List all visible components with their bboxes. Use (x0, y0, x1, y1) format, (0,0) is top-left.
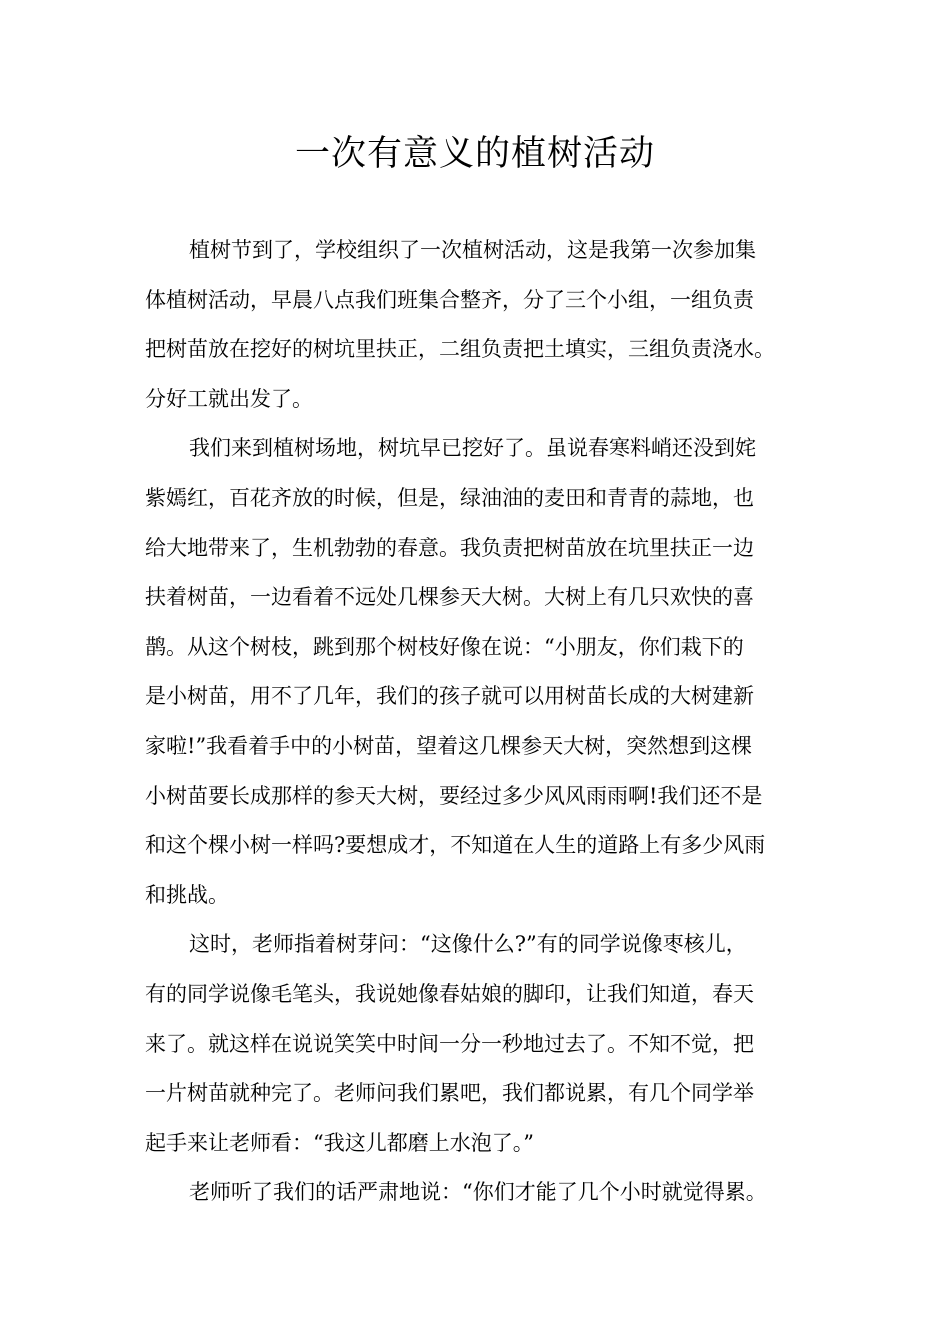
text-line: 家啦!”我看着手中的小树苗，望着这几棵参天大树，突然想到这棵 (145, 733, 753, 758)
page-title: 一次有意义的植树活动 (294, 134, 655, 174)
text-line: 小树苗要长成那样的参天大树，要经过多少风风雨雨啊!我们还不是 (145, 783, 763, 808)
text-line: 是小树苗，用不了几年，我们的孩子就可以用树苗长成的大树建新 (145, 684, 754, 709)
text-line: 我们来到植树场地，树坑早已挖好了。虽说春寒料峭还没到姹 (189, 436, 756, 461)
text-line: 分好工就出发了。 (145, 386, 313, 411)
text-line: 鹊。从这个树枝，跳到那个树枝好像在说：“小朋友，你们栽下的 (145, 634, 744, 659)
text-line: 一片树苗就种完了。老师问我们累吧，我们都说累，有几个同学举 (145, 1081, 754, 1106)
text-line: 起手来让老师看：“我这儿都磨上水泡了。” (145, 1130, 534, 1155)
text-line: 植树节到了，学校组织了一次植树活动，这是我第一次参加集 (189, 238, 756, 262)
text-line: 体植树活动，早晨八点我们班集合整齐，分了三个小组，一组负责 (145, 287, 754, 312)
text-line: 给大地带来了，生机勃勃的春意。我负责把树苗放在坑里扶正一边 (145, 535, 754, 560)
text-line: 这时，老师指着树芽问：“这像什么?”有的同学说像枣核儿， (189, 932, 747, 957)
text-line: 和这个棵小树一样吗?要想成才，不知道在人生的道路上有多少风雨 (145, 833, 766, 858)
text-line: 来了。就这样在说说笑笑中时间一分一秒地过去了。不知不觉，把 (145, 1031, 754, 1056)
text-line: 老师听了我们的话严肃地说：“你们才能了几个小时就觉得累。 (189, 1180, 767, 1205)
article-body (145, 226, 825, 1218)
text-line: 把树苗放在挖好的树坑里扶正，二组负责把土填实，三组负责浇水。 (145, 337, 775, 362)
text-line: 紫嫣红，百花齐放的时候，但是，绿油油的麦田和青青的蒜地，也 (145, 485, 754, 510)
text-line: 和挑战。 (145, 882, 229, 907)
text-line: 有的同学说像毛笔头，我说她像春姑娘的脚印，让我们知道，春天 (145, 981, 754, 1006)
text-line: 扶着树苗，一边看着不远处几棵参天大树。大树上有几只欢快的喜 (145, 585, 754, 610)
